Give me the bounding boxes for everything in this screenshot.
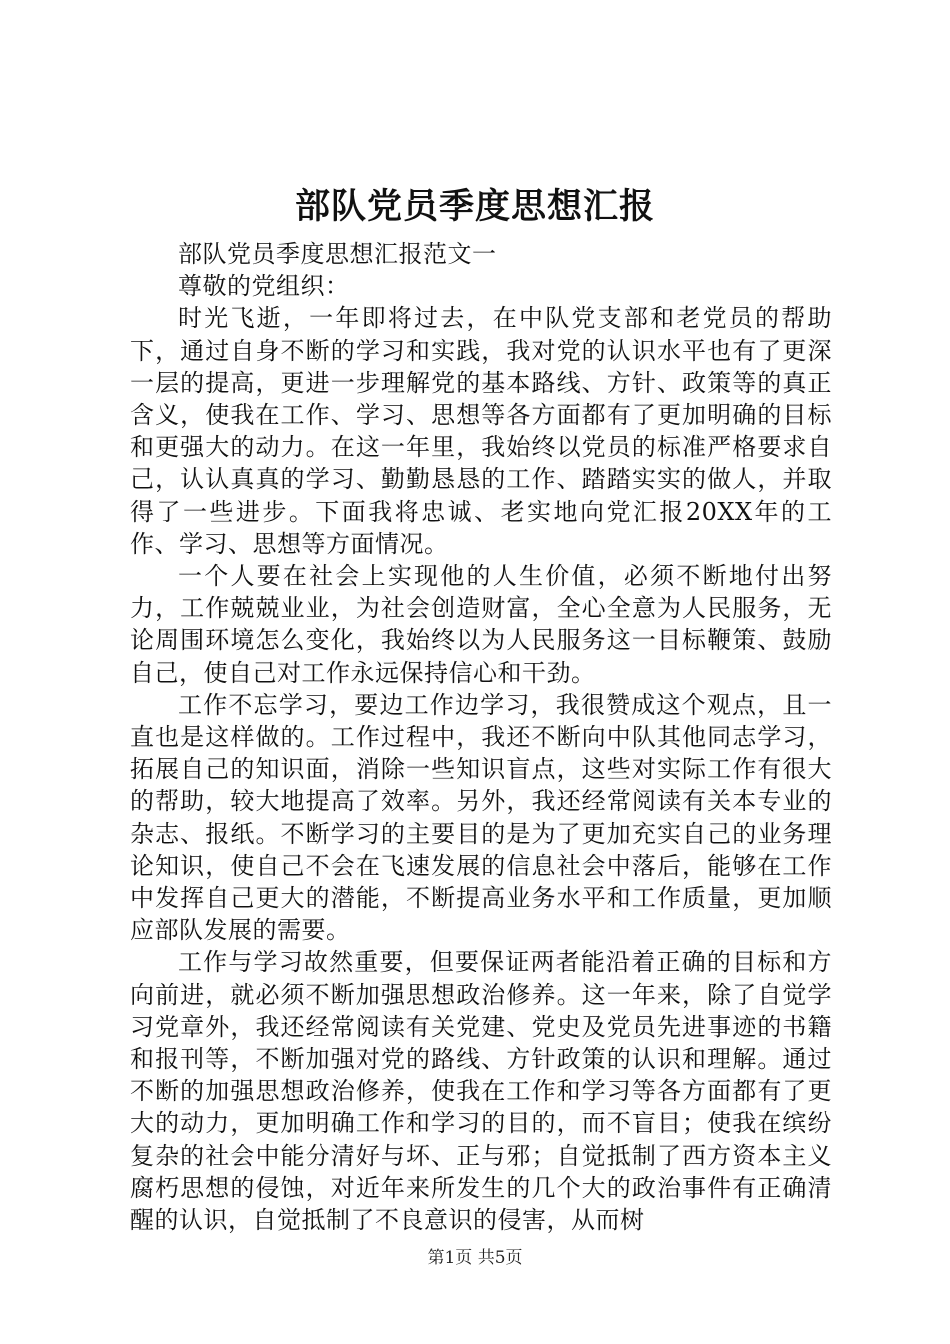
document-title: 部队党员季度思想汇报 [294,186,655,227]
body-paragraph: 时光飞逝，一年即将过去，在中队党支部和老党员的帮助下，通过自身不断的学习和实践，我对党的认识水平也有了更深一层的提高，更进一步理解党的基本路线、方针、政策等的真正含义，使我在工作、学习、思想等各方面都有了更加明确的目标和更强大的动力。在这一年里，我始终以党员的标准严格要求自己，认认真真的学习、勤勤恳恳的工作、踏踏实实的做人，并取得了一些进步。下面我将忠诚、老实地向党汇报20XX年的工作、学习、思想等方面情况。 [130,304,832,558]
body-paragraph: 工作不忘学习，要边工作边学习，我很赞成这个观点，且一直也是这样做的。工作过程中，我还不断向中队其他同志学习，拓展自己的知识面，消除一些知识盲点，这些对实际工作有很大的帮助，较大地提高了效率。另外，我还经常阅读有关本专业的杂志、报纸。不断学习的主要目的是为了更加充实自己的业务理论知识，使自己不会在飞速发展的信息社会中落后，能够在工作中发挥自己更大的潜能，不断提高业务水平和工作质量，更加顺应部队发展的需要。 [130,690,832,945]
page-footer: 第1页 共5页 [427,1248,523,1268]
salutation-paragraph: 尊敬的党组织： [178,272,350,301]
document-body [130,238,832,1236]
body-paragraph: 工作与学习故然重要，但要保证两者能沿着正确的目标和方向前进，就必须不断加强思想政治修养。这一年来，除了自觉学习党章外，我还经常阅读有关党建、党史及党员先进事迹的书籍和报刊等，不断加强对党的路线、方针政策的认识和理解。通过不断的加强思想政治修养，使我在工作和学习等各方面都有了更大的动力，更加明确工作和学习的目的，而不盲目；使我在缤纷复杂的社会中能分清好与坏、正与邪；自觉抵制了西方资本主义腐朽思想的侵蚀，对近年来所发生的几个大的政治事件有正确清醒的认识，自觉抵制了不良意识的侵害，从而树 [130,948,832,1235]
subtitle-paragraph: 部队党员季度思想汇报范文一 [178,240,497,268]
body-paragraph: 一个人要在社会上实现他的人生价值，必须不断地付出努力，工作兢兢业业，为社会创造财富，全心全意为人民服务，无论周围环境怎么变化，我始终以为人民服务这一目标鞭策、鼓励自己，使自己对工作永远保持信心和干劲。 [130,562,832,687]
